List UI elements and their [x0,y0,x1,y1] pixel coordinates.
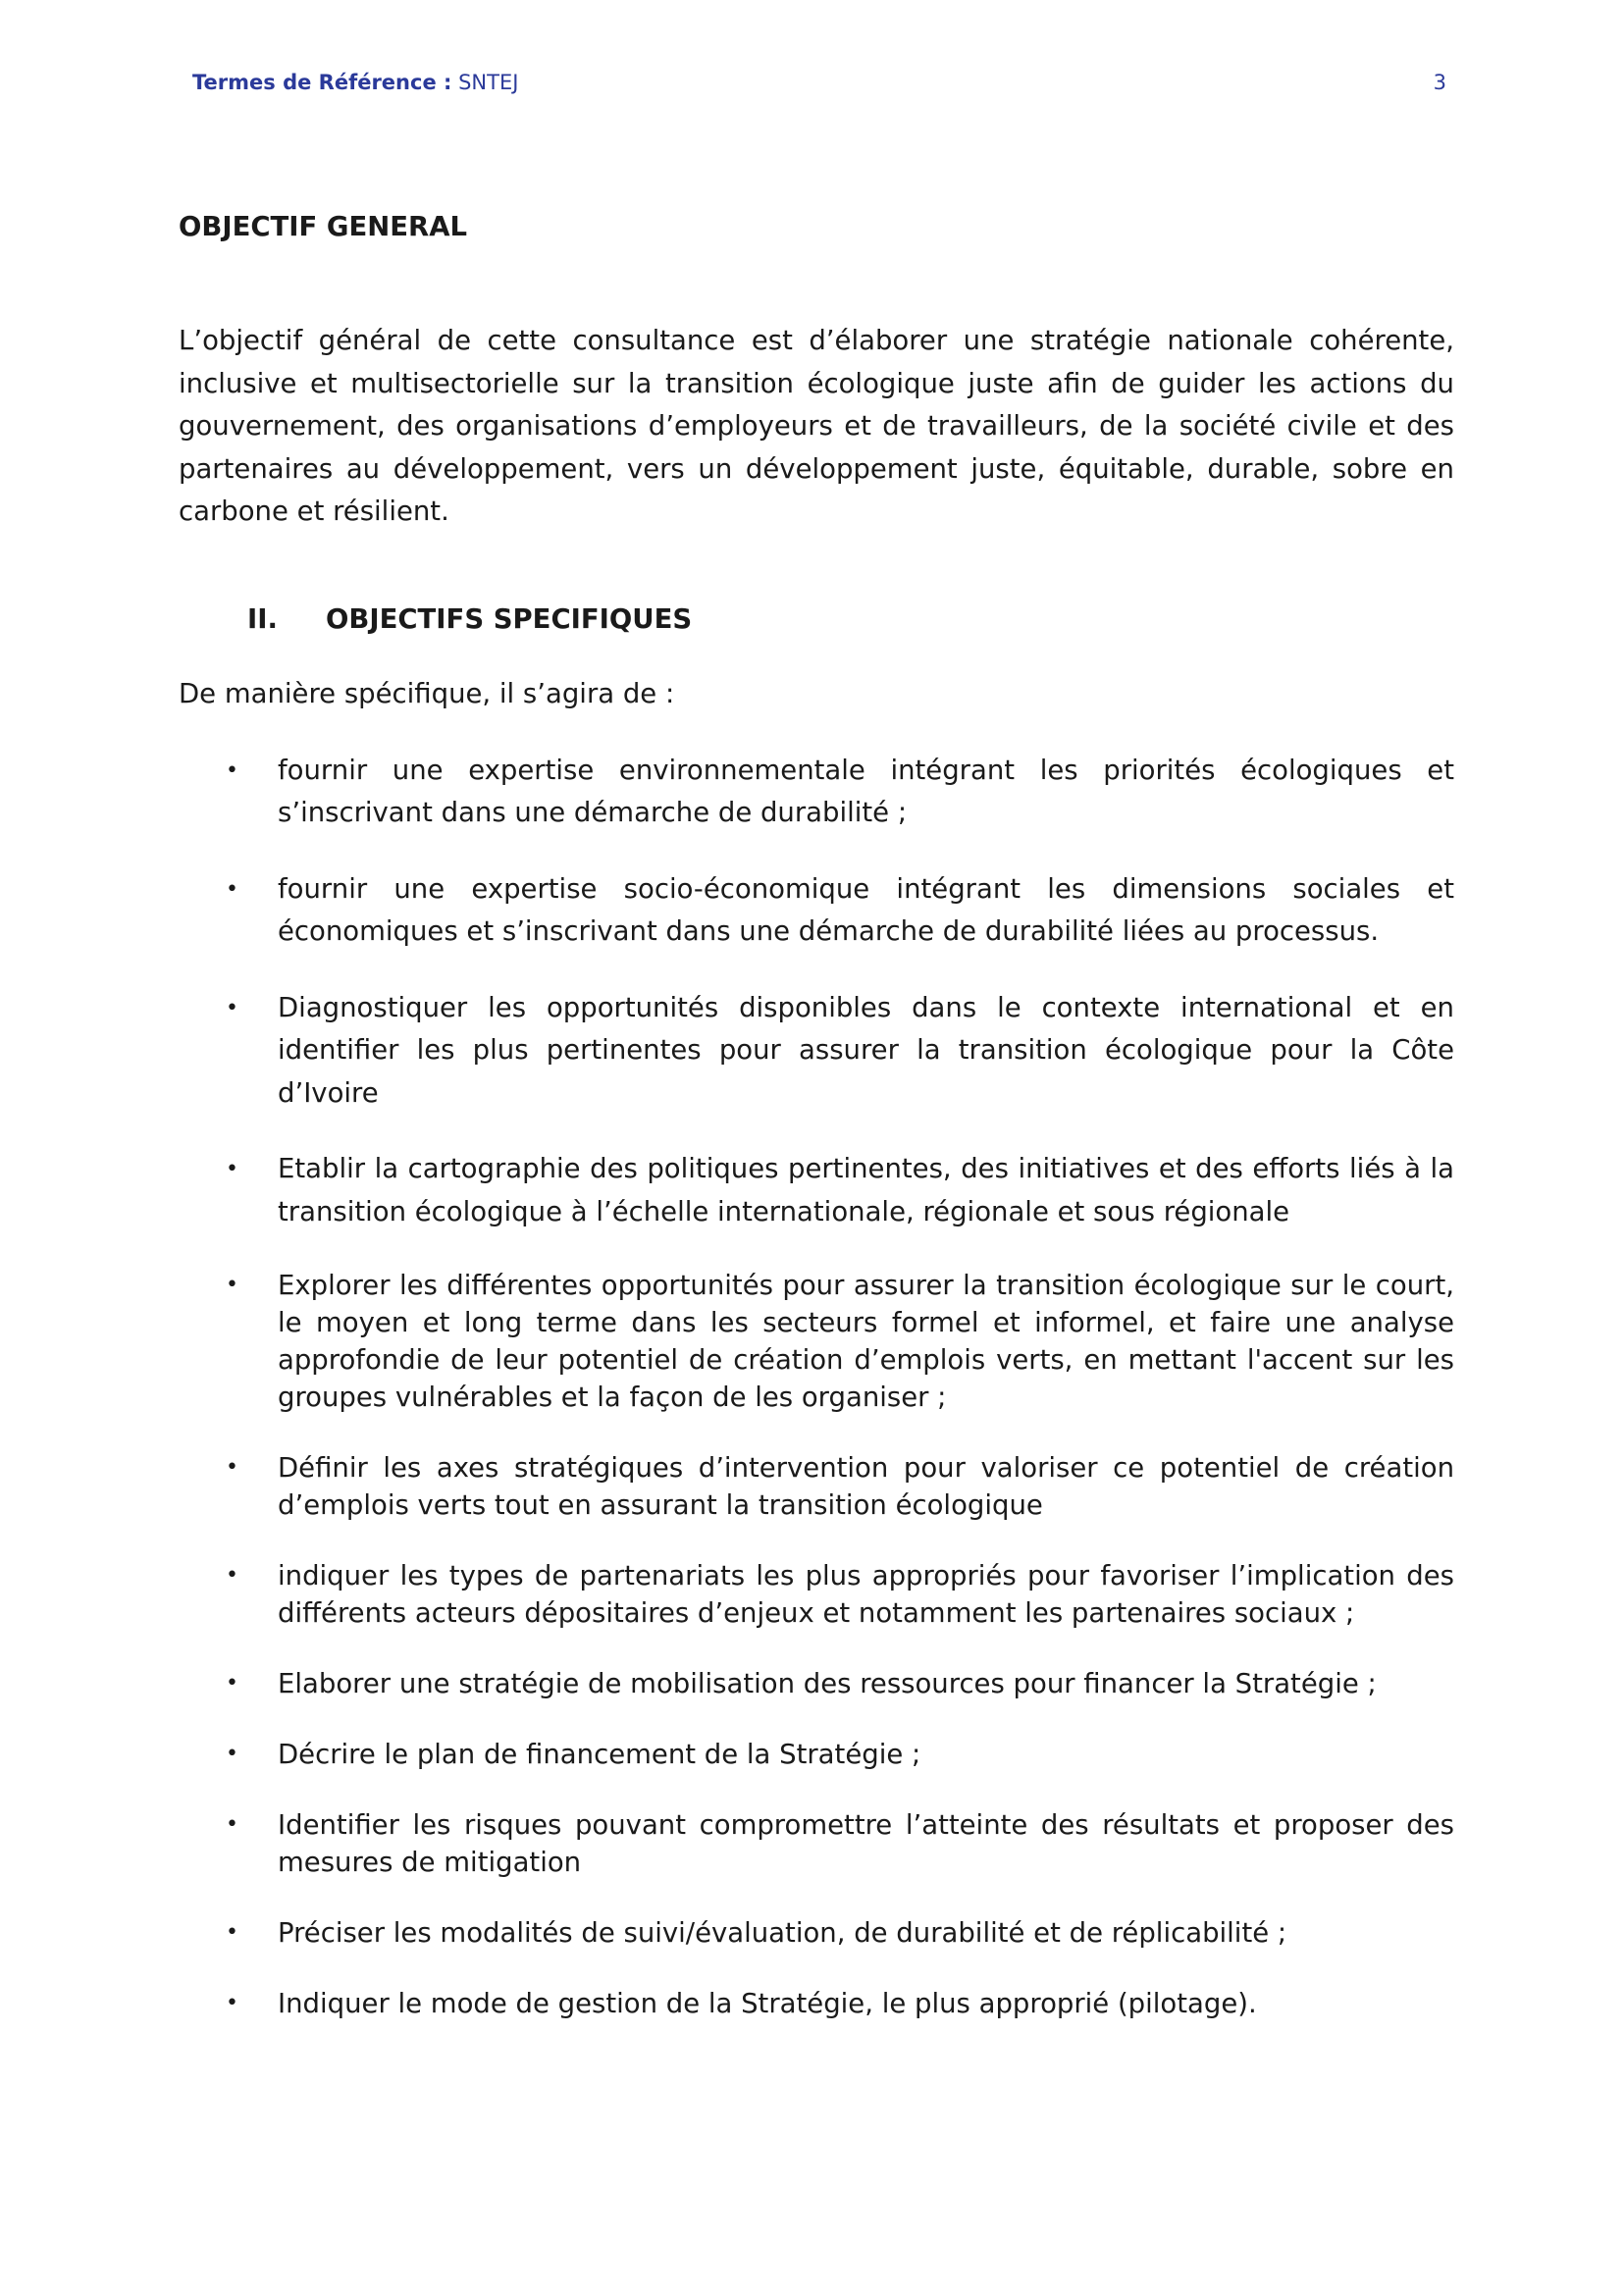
list-item-text: Explorer les différentes opportunités pour assurer la transition écologique sur le court, le moyen et long terme dans les secteurs formel et informel, et faire une analyse approfondie de leur potentiel de création d’emplois verts, en mettant l'accent sur les groupes vulnérables et la façon de les organiser ; [278,1270,1454,1413]
list-item [179,868,1454,954]
list-item [179,1267,1454,1416]
objectives-list [179,750,1454,2023]
bullet-icon: • [226,757,238,783]
list-item-text: Diagnostiquer les opportunités disponibles dans le contexte international et en identifier les plus pertinentes pour assurer la transition écologique pour la Côte d’Ivoire [278,991,1454,1109]
list-item-text: fournir une expertise environnementale intégrant les priorités écologiques et s’inscrivant dans une démarche de durabilité ; [278,754,1454,828]
list-item-text: Elaborer une stratégie de mobilisation des ressources pour financer la Stratégie ; [278,1668,1377,1699]
general-objective-title: OBJECTIF GENERAL [179,211,468,242]
section-number: II. [247,602,278,635]
specific-objectives-heading [179,599,1454,642]
list-item [179,1736,1454,1773]
list-item [179,1665,1454,1702]
page-header [192,71,1446,100]
specific-objectives-intro: De manière spécifique, il s’agira de : [179,678,675,709]
bullet-icon: • [226,876,238,902]
bullet-icon: • [226,995,238,1020]
list-item [179,750,1454,835]
list-item [179,1985,1454,2022]
list-item [179,1914,1454,1952]
bullet-icon: • [226,1273,238,1297]
list-item-text: Indiquer le mode de gestion de la Stratégie, le plus approprié (pilotage). [278,1988,1257,2019]
list-item-text: Définir les axes stratégiques d’intervention pour valoriser ce potentiel de création d’emplois verts tout en assurant la transition écologique [278,1452,1454,1521]
list-item [179,1557,1454,1632]
bullet-icon: • [226,1812,238,1837]
list-item-text: Décrire le plan de financement de la Stratégie ; [278,1739,921,1770]
list-item [179,987,1454,1116]
list-item [179,1148,1454,1233]
header-doc-code: SNTEJ [458,71,519,94]
section-title: OBJECTIFS SPECIFIQUES [326,602,693,635]
bullet-icon: • [226,1742,238,1766]
list-item-text: Etablir la cartographie des politiques pertinentes, des initiatives et des efforts liés à la transition écologique à l’échelle internationale, régionale et sous régionale [278,1153,1454,1227]
bullet-icon: • [226,1991,238,2015]
bullet-icon: • [226,1671,238,1695]
list-item-text: fournir une expertise socio-économique intégrant les dimensions sociales et économiques et s’inscrivant dans une démarche de durabilité liées au processus. [278,872,1454,947]
general-objective-text: L’objectif général de cette consultance est d’élaborer une stratégie nationale cohérente, inclusive et multisectorielle sur la transition écologique juste afin de guider les actions du gouvernement, des organisations d’employeurs et de travailleurs, de la société civile et des partenaires au développement, vers un développement juste, équitable, durable, sobre en carbone et résilient. [179,325,1454,527]
list-item [179,1449,1454,1524]
bullet-icon: • [226,1563,238,1588]
header-label: Termes de Référence : [192,71,452,94]
page-content [179,206,1454,2022]
bullet-icon: • [226,1157,238,1181]
list-item [179,1806,1454,1881]
bullet-icon: • [226,1920,238,1945]
list-item-text: Identifier les risques pouvant compromettre l’atteinte des résultats et proposer des mesures de mitigation [278,1809,1454,1878]
bullet-icon: • [226,1455,238,1480]
list-item-text: indiquer les types de partenariats les plus appropriés pour favoriser l’implication des différents acteurs dépositaires d’enjeux et notamment les partenaires sociaux ; [278,1560,1454,1629]
page-number: 3 [1433,71,1446,94]
list-item-text: Préciser les modalités de suivi/évaluation, de durabilité et de réplicabilité ; [278,1917,1287,1949]
